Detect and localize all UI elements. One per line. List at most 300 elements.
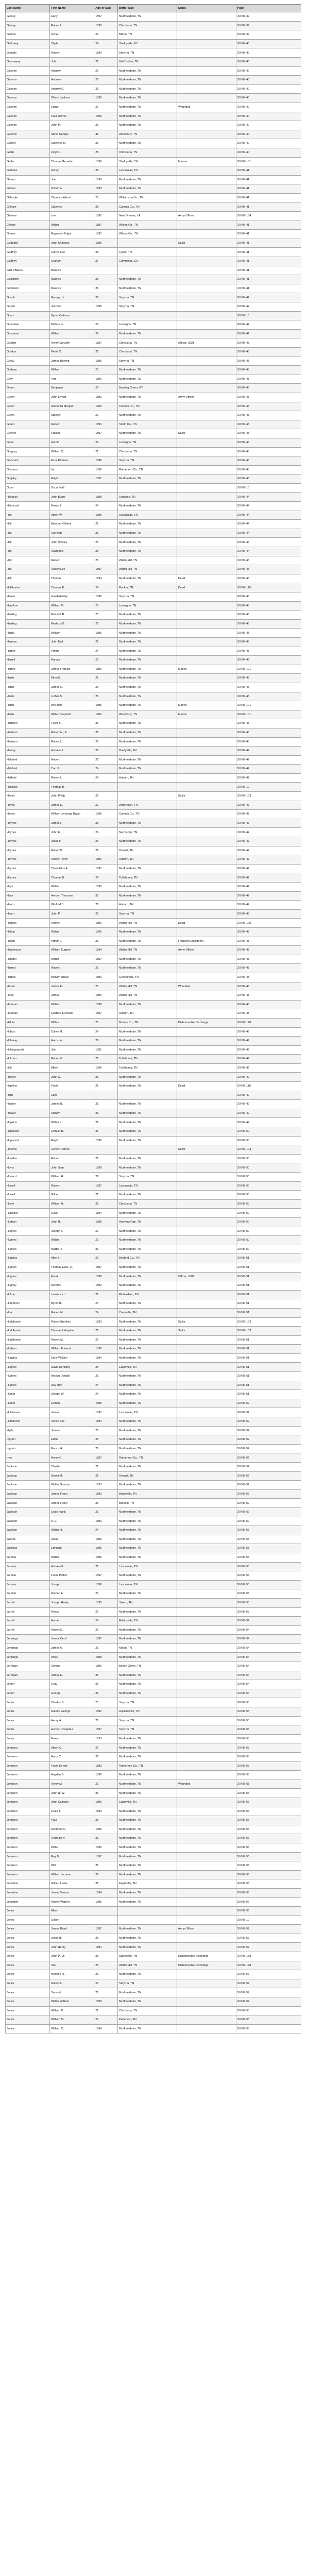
table-row bbox=[6, 692, 301, 701]
notes-cell bbox=[177, 12, 236, 22]
table-row bbox=[6, 266, 301, 275]
table-row bbox=[6, 1417, 301, 1427]
age-cell: 1896 bbox=[94, 1063, 118, 1073]
notes-cell bbox=[177, 1471, 236, 1481]
age-cell: 1897 bbox=[94, 221, 118, 230]
notes-cell bbox=[177, 1879, 236, 1889]
birth-place-cell: Murfreesboro, TN bbox=[118, 1381, 177, 1390]
age-cell: 22 bbox=[94, 329, 118, 338]
table-row bbox=[6, 1118, 301, 1127]
first-name-cell: Ira bbox=[50, 465, 94, 474]
age-cell: 21 bbox=[94, 1435, 118, 1445]
page-cell: XXVIII-54 bbox=[236, 1635, 301, 1644]
page-cell: XXVIII-52 bbox=[236, 1489, 301, 1499]
birth-place-cell: Murfreesboro, TN bbox=[118, 883, 177, 892]
page-cell: XXVIII-39 bbox=[236, 12, 301, 22]
first-name-cell: Joseph W. bbox=[50, 1390, 94, 1399]
first-name-cell: John H. bbox=[50, 1217, 94, 1227]
table-row bbox=[6, 601, 301, 611]
first-name-cell: Frank bbox=[50, 1272, 94, 1281]
page-cell: XXVIII-50 bbox=[236, 1227, 301, 1236]
table-row bbox=[6, 221, 301, 230]
table-row bbox=[6, 1707, 301, 1717]
table-row bbox=[6, 819, 301, 828]
table-row bbox=[6, 1435, 301, 1445]
age-cell: 22 bbox=[94, 1173, 118, 1182]
notes-cell bbox=[177, 57, 236, 66]
last-name-cell: Hall bbox=[6, 547, 50, 556]
table-row bbox=[6, 1444, 301, 1453]
table-row bbox=[6, 366, 301, 375]
age-cell: 21 bbox=[94, 819, 118, 828]
last-name-cell: Gannaway bbox=[6, 57, 50, 66]
first-name-cell: Tom bbox=[50, 375, 94, 384]
table-row bbox=[6, 1453, 301, 1463]
notes-cell bbox=[177, 1753, 236, 1762]
first-name-cell: Charles D. bbox=[50, 1698, 94, 1707]
table-row bbox=[6, 1753, 301, 1762]
last-name-cell: Hall bbox=[6, 538, 50, 547]
age-cell: 21 bbox=[94, 637, 118, 647]
age-cell: 21 bbox=[94, 57, 118, 66]
table-row bbox=[6, 556, 301, 565]
page-cell: XXVIII-57 bbox=[236, 1970, 301, 1979]
page-cell: XXVIII-47 bbox=[236, 855, 301, 865]
notes-cell bbox=[177, 502, 236, 511]
first-name-cell: Lemon bbox=[50, 1399, 94, 1408]
birth-place-cell: Walter Hill, TN bbox=[118, 919, 177, 928]
age-cell: 25 bbox=[94, 601, 118, 611]
last-name-cell: Hyde bbox=[6, 1426, 50, 1435]
first-name-cell: Will bbox=[50, 1861, 94, 1871]
age-cell: 21 bbox=[94, 1073, 118, 1082]
table-row bbox=[6, 982, 301, 991]
page-cell: XXVIII-41 bbox=[236, 266, 301, 275]
page-cell: XXVIII-41 bbox=[236, 184, 301, 194]
notes-cell bbox=[177, 1907, 236, 1916]
birth-place-cell: Murfreesboro, TN bbox=[118, 84, 177, 94]
birth-place-cell bbox=[118, 266, 177, 275]
last-name-cell: Good bbox=[6, 311, 50, 320]
last-name-cell: Herrod bbox=[6, 964, 50, 973]
page-cell: XXVIII-43 bbox=[236, 465, 301, 474]
last-name-cell: Gannon bbox=[6, 121, 50, 130]
notes-cell bbox=[177, 1499, 236, 1508]
page-cell: XXVIII-54 bbox=[236, 1689, 301, 1698]
birth-place-cell: Murfreesboro, TN bbox=[118, 139, 177, 148]
birth-place-cell: New Orleans, LA bbox=[118, 212, 177, 221]
table-row bbox=[6, 520, 301, 529]
table-row bbox=[6, 710, 301, 719]
last-name-cell: Gannon bbox=[6, 94, 50, 103]
last-name-cell: Gatlin bbox=[6, 157, 50, 166]
birth-place-cell: Richardson, TN bbox=[118, 1290, 177, 1299]
table-row bbox=[6, 1852, 301, 1861]
page-cell: XXVIII-51 bbox=[236, 1381, 301, 1390]
table-row bbox=[6, 21, 301, 30]
notes-cell bbox=[177, 184, 236, 194]
table-row bbox=[6, 357, 301, 366]
last-name-cell: Graham bbox=[6, 366, 50, 375]
notes-cell bbox=[177, 1834, 236, 1843]
last-name-cell: Jennings bbox=[6, 1643, 50, 1653]
page-cell: XXVIII-44 bbox=[236, 547, 301, 556]
notes-cell: Dead bbox=[177, 919, 236, 928]
table-row bbox=[6, 1363, 301, 1372]
page-cell: XXVIII-56 bbox=[236, 1834, 301, 1843]
page-cell: XXVIII-120 bbox=[236, 919, 301, 928]
birth-place-cell: Christiana, TN bbox=[118, 2006, 177, 2015]
birth-place-cell: Murfreesboro, TN bbox=[118, 692, 177, 701]
notes-cell bbox=[177, 266, 236, 275]
birth-place-cell: Lavergne, TN bbox=[118, 438, 177, 447]
table-row bbox=[6, 193, 301, 202]
notes-cell bbox=[177, 447, 236, 456]
age-cell: 26 bbox=[94, 1743, 118, 1753]
birth-place-cell: Smyrna, TN bbox=[118, 456, 177, 466]
age-cell: 21 bbox=[94, 1245, 118, 1254]
page-cell: XXVIII-40 bbox=[236, 139, 301, 148]
last-name-cell: Hatfield bbox=[6, 773, 50, 783]
age-cell: 1897 bbox=[94, 1852, 118, 1861]
notes-cell bbox=[177, 1698, 236, 1707]
notes-cell bbox=[177, 819, 236, 828]
notes-cell bbox=[177, 1635, 236, 1644]
age-cell: 22 bbox=[94, 103, 118, 112]
first-name-cell: Henry bbox=[50, 166, 94, 176]
last-name-cell: Hopkins bbox=[6, 1118, 50, 1127]
age-cell: 22 bbox=[94, 1037, 118, 1046]
first-name-cell: Willie Campbell bbox=[50, 710, 94, 719]
page-cell: XXVIII-47 bbox=[236, 819, 301, 828]
birth-place-cell: Lynch, TN bbox=[118, 248, 177, 257]
table-row bbox=[6, 121, 301, 130]
notes-cell bbox=[177, 1100, 236, 1109]
age-cell: 24 bbox=[94, 773, 118, 783]
page-cell: XXVIII-47 bbox=[236, 810, 301, 819]
last-name-cell: Ingram bbox=[6, 1435, 50, 1445]
birth-place-cell: Murfreesboro, TN bbox=[118, 1734, 177, 1743]
page-cell: XXVIII-49 bbox=[236, 1118, 301, 1127]
page-cell: XXVIII-51 bbox=[236, 1263, 301, 1272]
age-cell: 22 bbox=[94, 1607, 118, 1617]
birth-place-cell: Smyrna, TN bbox=[118, 592, 177, 602]
birth-place-cell: Murfreesboro, TN bbox=[118, 1852, 177, 1861]
last-name-cell: Johnson bbox=[6, 1753, 50, 1762]
notes-cell bbox=[177, 411, 236, 420]
birth-place-cell: Murfreesboro, TN bbox=[118, 1191, 177, 1200]
notes-cell bbox=[177, 1507, 236, 1517]
first-name-cell: George, Jr. bbox=[50, 293, 94, 302]
birth-place-cell: Cannon Co., TN bbox=[118, 402, 177, 411]
birth-place-cell: Lascassas, TN bbox=[118, 1408, 177, 1417]
birth-place-cell: Normandy, TN bbox=[118, 828, 177, 837]
age-cell: 20 bbox=[94, 1299, 118, 1309]
first-name-cell: Andrew bbox=[50, 66, 94, 76]
table-row bbox=[6, 511, 301, 520]
last-name-cell: Jones bbox=[6, 1934, 50, 1943]
age-cell: 1896 bbox=[94, 665, 118, 674]
notes-cell bbox=[177, 1861, 236, 1871]
first-name-cell: Clyde bbox=[50, 39, 94, 48]
table-row bbox=[6, 1825, 301, 1834]
page-cell: XXVIII-45 bbox=[236, 692, 301, 701]
page-cell: XXVIII-119 bbox=[236, 583, 301, 592]
first-name-cell: William Eugene bbox=[50, 946, 94, 955]
last-name-cell: Jackson bbox=[6, 1517, 50, 1526]
notes-cell bbox=[177, 1852, 236, 1861]
table-row bbox=[6, 1526, 301, 1535]
birth-place-cell: Murfreesboro, TN bbox=[118, 184, 177, 194]
birth-place-cell: Murfreesboro, TN bbox=[118, 529, 177, 538]
age-cell: 21 bbox=[94, 1671, 118, 1680]
birth-place-cell: Lascassas, TN bbox=[118, 1580, 177, 1589]
table-row bbox=[6, 719, 301, 728]
first-name-cell: Dewitt M. bbox=[50, 1471, 94, 1481]
first-name-cell: James E. bbox=[50, 801, 94, 810]
table-row bbox=[6, 1245, 301, 1254]
notes-cell bbox=[177, 1227, 236, 1236]
first-name-cell: Isaiah Ashley bbox=[50, 592, 94, 602]
first-name-cell: Jim bbox=[50, 1961, 94, 1970]
age-cell: 1894 bbox=[94, 1888, 118, 1897]
age-cell: 1897 bbox=[94, 1263, 118, 1272]
first-name-cell: Clarence H. bbox=[50, 139, 94, 148]
page-cell: XXVIII-40 bbox=[236, 121, 301, 130]
first-name-cell: R. E. bbox=[50, 1517, 94, 1526]
page-cell: XXVIII-51 bbox=[236, 1299, 301, 1309]
age-cell: 1896 bbox=[94, 1798, 118, 1807]
age-cell: 1897 bbox=[94, 864, 118, 873]
birth-place-cell: Murfreesboro, TN bbox=[118, 1227, 177, 1236]
notes-cell bbox=[177, 1934, 236, 1943]
birth-place-cell: Murfreesboro, TN bbox=[118, 964, 177, 973]
age-cell: 21 bbox=[94, 520, 118, 529]
last-name-cell: Jackson bbox=[6, 1526, 50, 1535]
birth-place-cell: Smith Co., TN bbox=[118, 420, 177, 429]
age-cell: 25 bbox=[94, 964, 118, 973]
page-cell: XXVIII-56 bbox=[236, 1861, 301, 1871]
table-row bbox=[6, 1870, 301, 1879]
table-row bbox=[6, 583, 301, 592]
first-name-cell: Reese bbox=[50, 1607, 94, 1617]
first-name-cell: Robert bbox=[50, 420, 94, 429]
age-cell: 1895 bbox=[94, 1897, 118, 1907]
last-name-cell: Hughes bbox=[6, 1263, 50, 1272]
last-name-cell: Greene bbox=[6, 429, 50, 438]
age-cell: 1898 bbox=[94, 1653, 118, 1662]
age-cell: 22 bbox=[94, 1254, 118, 1263]
age-cell: 26 bbox=[94, 121, 118, 130]
table-row bbox=[6, 148, 301, 157]
table-row bbox=[6, 1653, 301, 1662]
first-name-cell: John P. bbox=[50, 909, 94, 919]
first-name-cell: John Henry bbox=[50, 1943, 94, 1952]
age-cell: 1897 bbox=[94, 338, 118, 348]
birth-place-cell: Murfreesboro, TN bbox=[118, 1027, 177, 1037]
age-cell: 1895 bbox=[94, 927, 118, 937]
page-cell: XXVIII-51 bbox=[236, 1254, 301, 1263]
notes-cell bbox=[177, 357, 236, 366]
notes-cell bbox=[177, 656, 236, 665]
notes-cell bbox=[177, 1888, 236, 1897]
notes-cell bbox=[177, 465, 236, 474]
page-cell: XXVIII-48 bbox=[236, 964, 301, 973]
birth-place-cell: Christiana, TN bbox=[118, 21, 177, 30]
first-name-cell: George bbox=[50, 1689, 94, 1698]
last-name-cell: Galloway bbox=[6, 39, 50, 48]
birth-place-cell: Eagleville, TN bbox=[118, 1879, 177, 1889]
notes-cell bbox=[177, 1916, 236, 1925]
table-row bbox=[6, 783, 301, 792]
notes-cell bbox=[177, 1671, 236, 1680]
notes-cell bbox=[177, 1689, 236, 1698]
birth-place-cell: Murfreesboro, TN bbox=[118, 1843, 177, 1852]
notes-cell bbox=[177, 991, 236, 1001]
birth-place-cell bbox=[118, 483, 177, 493]
notes-cell: Officer, USN bbox=[177, 1272, 236, 1281]
birth-place-cell: Hopkinsville, TN bbox=[118, 1707, 177, 1717]
page-cell: XXVIII-47 bbox=[236, 828, 301, 837]
first-name-cell: Robert bbox=[50, 964, 94, 973]
table-row bbox=[6, 474, 301, 484]
last-name-cell: Jernigan bbox=[6, 1671, 50, 1680]
table-body bbox=[6, 12, 301, 2033]
age-cell: 22 bbox=[94, 737, 118, 747]
birth-place-cell: Walter Hill, TN bbox=[118, 565, 177, 574]
first-name-cell: Albert bbox=[50, 1907, 94, 1916]
table-row bbox=[6, 765, 301, 774]
notes-cell: Army Officer bbox=[177, 1925, 236, 1934]
table-row bbox=[6, 1272, 301, 1281]
last-name-cell: Goodman bbox=[6, 320, 50, 330]
table-row bbox=[6, 329, 301, 338]
page-cell: XXVIII-49 bbox=[236, 1063, 301, 1073]
notes-cell bbox=[177, 311, 236, 320]
last-name-cell: Hickman bbox=[6, 1000, 50, 1009]
page-cell: XXVIII-49 bbox=[236, 1100, 301, 1109]
first-name-cell: Robert bbox=[50, 919, 94, 928]
notes-cell bbox=[177, 864, 236, 873]
age-cell: 24 bbox=[94, 1526, 118, 1535]
table-row bbox=[6, 1173, 301, 1182]
first-name-cell: Mervine H. bbox=[50, 1970, 94, 1979]
last-name-cell: Hall bbox=[6, 574, 50, 583]
table-row bbox=[6, 1617, 301, 1626]
age-cell: 21 bbox=[94, 1934, 118, 1943]
age-cell: 22 bbox=[94, 1227, 118, 1236]
notes-cell bbox=[177, 2006, 236, 2015]
page-cell: XXVIII-47 bbox=[236, 837, 301, 846]
age-cell: 1896 bbox=[94, 855, 118, 865]
birth-place-cell: Murfreesboro, TN bbox=[118, 1037, 177, 1046]
first-name-cell: Robert M. bbox=[50, 1335, 94, 1345]
notes-cell bbox=[177, 1489, 236, 1499]
notes-cell bbox=[177, 420, 236, 429]
first-name-cell: James Fount bbox=[50, 1489, 94, 1499]
table-row bbox=[6, 1571, 301, 1581]
notes-cell bbox=[177, 1843, 236, 1852]
birth-place-cell: Murfreesboro, TN bbox=[118, 393, 177, 402]
first-name-cell: Harry C. bbox=[50, 1753, 94, 1762]
table-row bbox=[6, 1897, 301, 1907]
table-row bbox=[6, 338, 301, 348]
page-cell: XXVIII-55 bbox=[236, 1734, 301, 1743]
birth-place-cell: Murfreesboro, TN bbox=[118, 656, 177, 665]
birth-place-cell: Murfreesboro, TN bbox=[118, 737, 177, 747]
birth-place-cell bbox=[118, 311, 177, 320]
table-row bbox=[6, 1997, 301, 2007]
notes-cell bbox=[177, 1444, 236, 1453]
page-cell: XXVIII-52 bbox=[236, 1471, 301, 1481]
table-row bbox=[6, 1879, 301, 1889]
first-name-cell: Louis Frank bbox=[50, 1507, 94, 1517]
page-cell: XXVIII-52 bbox=[236, 1481, 301, 1490]
page-cell: XXVIII-103 bbox=[236, 792, 301, 801]
table-row bbox=[6, 1073, 301, 1082]
last-name-cell: Hall bbox=[6, 556, 50, 565]
page-cell: XXVIII-54 bbox=[236, 1653, 301, 1662]
birth-place-cell: Cannon Co., TN bbox=[118, 202, 177, 212]
notes-cell bbox=[177, 1399, 236, 1408]
last-name-cell: Gannon bbox=[6, 66, 50, 76]
notes-cell bbox=[177, 1544, 236, 1553]
table-row bbox=[6, 202, 301, 212]
first-name-cell: Albert C. bbox=[50, 1743, 94, 1753]
first-name-cell: James Vernon bbox=[50, 1888, 94, 1897]
first-name-cell: Nelson Donald bbox=[50, 1372, 94, 1381]
first-name-cell: Steve George bbox=[50, 130, 94, 139]
age-cell: 22 bbox=[94, 1870, 118, 1879]
notes-cell bbox=[177, 375, 236, 384]
birth-place-cell: Murfreesboro, TN bbox=[118, 1426, 177, 1435]
birth-place-cell: Christiana, TN bbox=[118, 148, 177, 157]
page-cell: XXVIII-51 bbox=[236, 1363, 301, 1372]
table-row bbox=[6, 1535, 301, 1544]
table-row bbox=[6, 909, 301, 919]
table-row bbox=[6, 166, 301, 176]
first-name-cell: Jesse bbox=[50, 1535, 94, 1544]
age-cell: 21 bbox=[94, 202, 118, 212]
page-cell: XXVIII-48 bbox=[236, 927, 301, 937]
page-cell: XXVIII-101 bbox=[236, 665, 301, 674]
notes-cell bbox=[177, 601, 236, 611]
age-cell: 21 bbox=[94, 139, 118, 148]
last-name-cell: Hatchett bbox=[6, 765, 50, 774]
age-cell: 24 bbox=[94, 1390, 118, 1399]
age-cell: 21 bbox=[94, 547, 118, 556]
last-name-cell: Gibson bbox=[6, 184, 50, 194]
birth-place-cell: Auburn, TN bbox=[118, 1009, 177, 1019]
birth-place-cell: Murfreesboro, TN bbox=[118, 1236, 177, 1245]
age-cell: 1897 bbox=[94, 1571, 118, 1581]
table-row bbox=[6, 1100, 301, 1109]
age-cell: 23 bbox=[94, 556, 118, 565]
table-row bbox=[6, 946, 301, 955]
page-cell: XXVIII-58 bbox=[236, 2006, 301, 2015]
birth-place-cell: Murfreesboro, TN bbox=[118, 112, 177, 121]
table-row bbox=[6, 1607, 301, 1617]
age-cell: 1897 bbox=[94, 955, 118, 964]
last-name-cell: Hawkins bbox=[6, 783, 50, 792]
page-cell: XXVIII-39 bbox=[236, 21, 301, 30]
notes-cell: Officer, USN bbox=[177, 338, 236, 348]
table-row bbox=[6, 1861, 301, 1871]
first-name-cell: Bathus H. bbox=[50, 320, 94, 330]
last-name-cell: Johns bbox=[6, 1716, 50, 1725]
notes-cell bbox=[177, 728, 236, 737]
age-cell: 1896 bbox=[94, 1771, 118, 1780]
